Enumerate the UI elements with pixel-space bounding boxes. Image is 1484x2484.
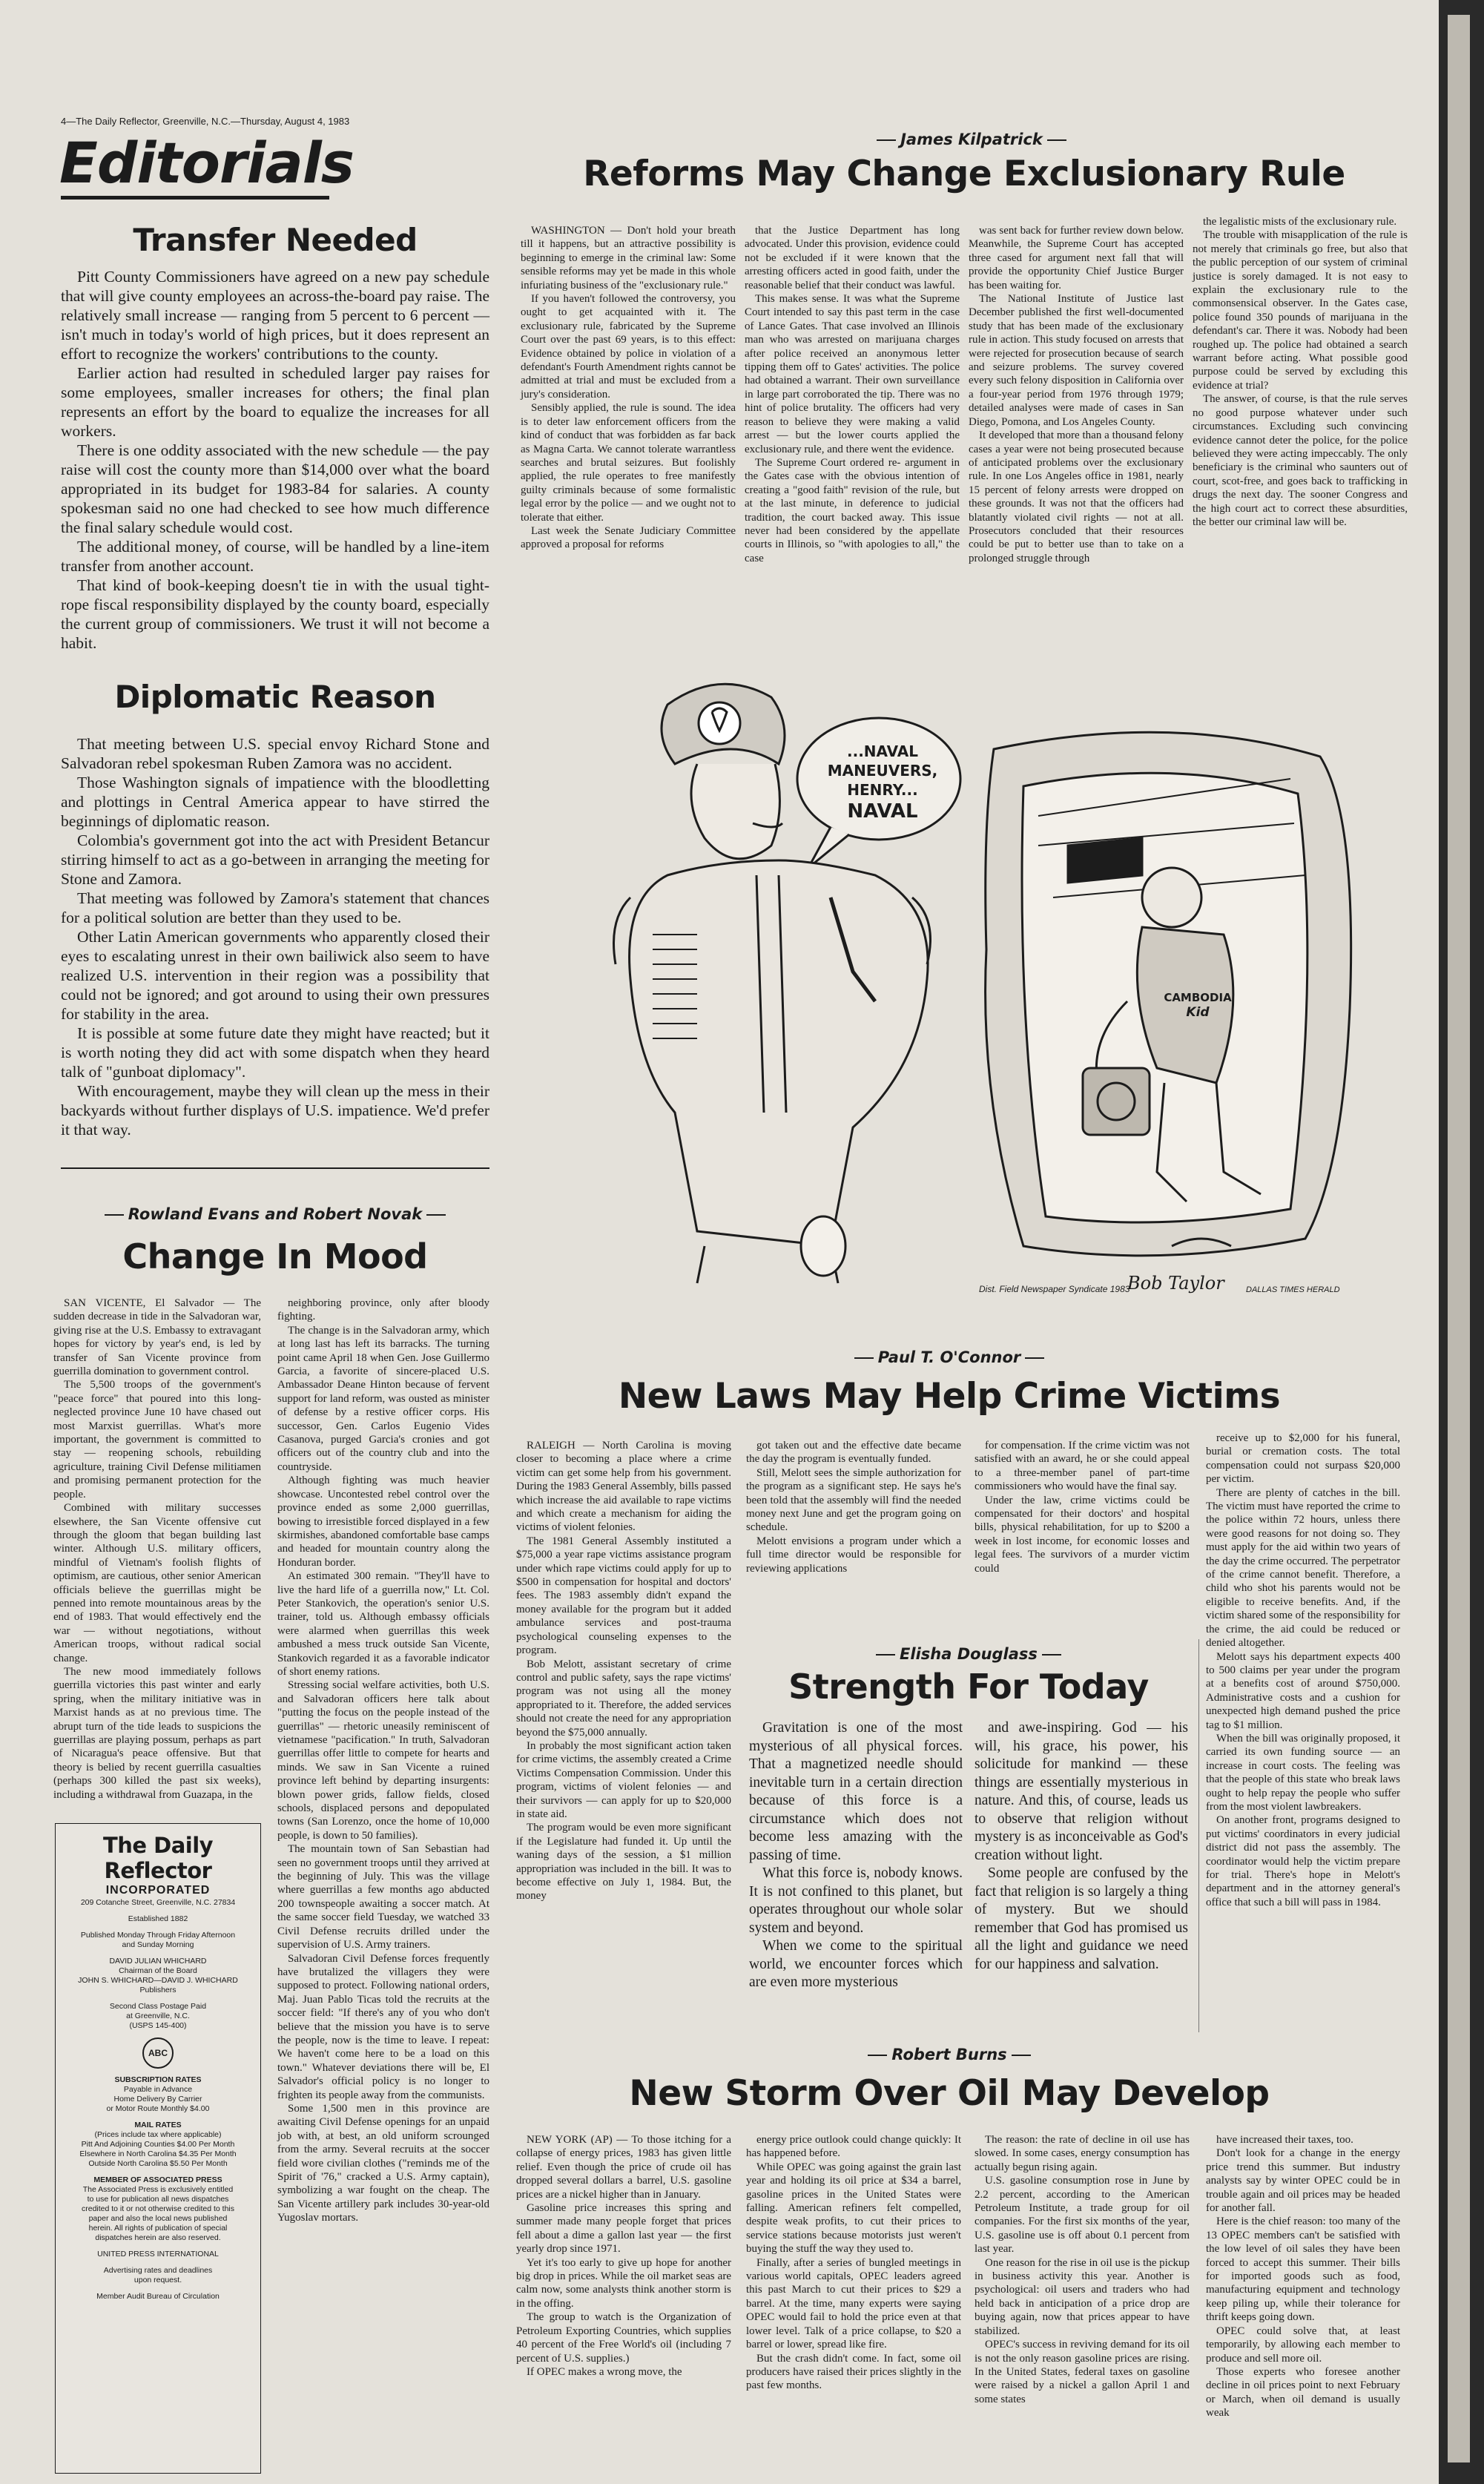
column-text — [521, 224, 736, 552]
paragraph: The National Institute of Justice last December published the first well-documented study that has been made of the exclusionary rule in action. This study focused on arrests that were rejected for prosecution because of search and seizure problems. The survey covered every such felony disposition in California over a four-year period from 1976 through 1979; detailed analyses were made of cases in San Diego, Pomona, and Los Angeles County. — [969, 293, 1184, 428]
paper-people: DAVID JULIAN WHICHARD — [109, 1957, 207, 1966]
mail-line: (Prices include tax where applicable) — [94, 2130, 222, 2139]
paragraph: There is one oddity associated with the new schedule — the pay raise will cost the county more than $14,000 over what the board appropriated in its budget for 1983-84 for salaries. A county spokesman said no one had checked to see how much difference the final salary schedule would cost. — [61, 441, 489, 536]
ap-line: dispatches herein are also reserved. — [95, 2233, 221, 2242]
mail-line: Outside North Carolina $5.50 Per Month — [88, 2159, 228, 2168]
burns-column-1 — [516, 2133, 731, 2379]
column-text — [1206, 1432, 1400, 1909]
column-text — [516, 2133, 731, 2379]
column-text — [746, 2133, 961, 2393]
masthead-underline — [61, 196, 329, 200]
paragraph: The 1981 General Assembly instituted a $75,000 a year rape victims assistance program under which rape victims could apply for up to $500 in compensation for hospital and doctors' fees. The 1983 assembly didn't expand the money available for the program but it added ambulance services and post-trauma psychological counseling expenses to the program. — [516, 1535, 731, 1657]
subscription-line: Payable in Advance — [123, 2085, 193, 2094]
paragraph: Earlier action had resulted in scheduled larger pay raises for some employees, smaller increases for others; the final plan represents an effort by the board to equalize the increases for all workers. — [61, 364, 489, 440]
paragraph: that the Justice Department has long advocated. Under this provision, evidence could not be excluded if it were known that the arresting officers acted in good faith, under the reasonable belief that their conduct was lawful. — [745, 225, 960, 291]
paragraph: SAN VICENTE, El Salvador — The sudden decrease in tide in the Salvadoran war, giving rise at the U.S. Embassy to extravagant hopes for victory by year's end, is led by transfer of San Vicente province from guerrilla domination to government control. — [53, 1297, 261, 1378]
headline-storm-over-oil: New Storm Over Oil May Develop — [629, 2073, 1270, 2114]
paper-incorporated: INCORPORATED — [105, 1884, 211, 1897]
paragraph: One reason for the rise in oil use is the pickup in business activity this year. Another is psychological: oil users and traders who had held back in anticipation of a price drop are buying again, now that prices appear to have stabilized. — [975, 2256, 1190, 2337]
paragraph: The Supreme Court ordered re- argument in the Gates case with the obvious intention of creating a "good faith" revision of the rule, but at the last minute, in deference to judicial tradition, the court backed away. This issue never had been considered by the appellate courts in Illinois, so "with apologies to all," the case — [745, 456, 960, 564]
paragraph: This makes sense. It was what the Supreme Court intended to say this past term in the case of Lance Gates. That case involved an Illinois man who was arrested on marijuana charges after police received an anonymous letter tipping them off to Gates' activities. The police had obtained a warrant. Their own surveillance in large part corroborated the tip. There was no hint of police brutality. The officers had very reason to believe they were making a valid arrest — but the lower courts applied the exclusionary rule, and there went the evidence. — [745, 293, 960, 455]
paragraph: Salvadoran Civil Defense forces frequently have brutalized the villagers they were supposed to protect. Following national orders, Maj. Juan Pablo Ticas told the recruits at the soccer field: "If there's any of you who don't believe that the mission you have is to serve the people, now is the time to leave. I repeat: We haven't come here to be a load on this town." Whatever deviations there will be, El Salvador's official policy is no longer to frighten its people away from the communists. — [277, 1952, 489, 2101]
balloon-line: MANEUVERS, — [827, 762, 938, 780]
ap-line: paper and also the local news published — [88, 2214, 228, 2223]
balloon-line: ...NAVAL — [847, 742, 918, 760]
paragraph: Yet it's too early to give up hope for another big drop in prices. While the oil market seas are calm now, some analysts think another storm is in the offing. — [516, 2256, 731, 2310]
burns-column-2 — [746, 2133, 961, 2393]
abc-badge-icon: ABC — [142, 2037, 174, 2069]
paragraph: for compensation. If the crime victim was not satisfied with an award, he or she could appeal to a three-member panel of part-time commissioners who would have the final say. — [975, 1440, 1190, 1493]
newspaper-info-box — [55, 1823, 261, 2474]
paragraph: receive up to $2,000 for his funeral, burial or cremation costs. The total compensation could not surpass $20,000 per victim. — [1206, 1432, 1400, 1486]
headline-crime-victims: New Laws May Help Crime Victims — [618, 1376, 1281, 1417]
paper-established: Established 1882 — [128, 1914, 188, 1923]
paragraph: An estimated 300 remain. "They'll have to live the hard life of a guerrilla now," Lt. Col. Peter Stankovich, the operation's senior U.S. trainer, told us. Although embassy officials were alarmed when guerrillas this week ambushed a mess truck outside San Vicente, Stankovich regarded it as a favorable indicator of short enemy rations. — [277, 1570, 489, 1678]
syndicate-credit: Dist. Field Newspaper Syndicate 1983 — [979, 1284, 1130, 1294]
burns-column-4 — [1206, 2133, 1400, 2420]
paper-people: JOHN S. WHICHARD—DAVID J. WHICHARD — [78, 1976, 238, 1985]
headline-exclusionary-rule: Reforms May Change Exclusionary Rule — [583, 154, 1345, 194]
paragraph: energy price outlook could change quickly: It has happened before. — [746, 2134, 961, 2160]
paragraph: Here is the chief reason: too many of the 13 OPEC members can't be satisfied with the low level of oil sales they have been forced to accept this summer. Their bills for imported goods such as food, manufacturing equipment and technology keep piling up, while their tolerance for thrift keeps going down. — [1206, 2215, 1400, 2324]
paragraph: OPEC could solve that, at least temporarily, by allowing each member to produce and sell more oil. — [1206, 2325, 1400, 2365]
paper-postage: (USPS 145-400) — [129, 2021, 187, 2030]
gun-barrel — [1068, 838, 1142, 883]
ap-line: The Associated Press is exclusively entitled — [82, 2185, 234, 2194]
paragraph: If you haven't followed the controversy, you ought to get acquainted with it. The exclusionary rule, fabricated by the Supreme Court over the past 69 years, is to this effect: Evidence obtained by police in violation of a defendant's Fourth Amendment rights cannot be admitted at trial and must be excluded from a jury's consideration. — [521, 293, 736, 401]
paragraph: Combined with military successes elsewhere, the San Vicente offensive cut through the gloom that began building last winter. Although U.S. military officers, mindful of Vietnam's foolish flights of optimism, are cautious, other senior American officials believe the guerrillas might be penned into remote mountainous areas by the end of 1983. That would effectively end the war — without negotiations, without American troops, without radical social change. — [53, 1502, 261, 1664]
upi-line: UNITED PRESS INTERNATIONAL — [97, 2250, 219, 2259]
paragraph: There are plenty of catches in the bill. The victim must have reported the crime to the police within 72 hours, unless there were good reasons for not doing so. They must apply for the aid within two years of the day the crime occurred. The perpetrator of the crime cannot benefit. Therefore, a child who shot his parents would not be eligible to receive benefits. And, if the victim shared some of the responsibility for the crime, the aid could be reduced or denied altogether. — [1206, 1486, 1400, 1650]
column-text — [277, 1297, 489, 2225]
oconnor-column-3 — [975, 1439, 1190, 1575]
paragraph: The group to watch is the Organization of Petroleum Exporting Countries, which supplies 40 percent of the Free World's oil (including 7 percent of U.S. supplies.) — [516, 2311, 731, 2365]
badge-line: CAMBODIA — [1164, 991, 1232, 1004]
paragraph: RALEIGH — North Carolina is moving closer to becoming a place where a crime victim can get some help from his government. During the 1983 General Assembly, bills passed which increase the aid available to rape victims and which create a mechanism for aiding the victims of violent felonies. — [516, 1440, 731, 1534]
column-text — [975, 1439, 1190, 1575]
paragraph: The program would be even more significant if the Legislature had funded it. Up until the waning days of the session, a $1 million appropriation was included in the bill. It was to become effective on July 1, 1984. But, the money — [516, 1822, 731, 1902]
subscription-heading: SUBSCRIPTION RATES — [114, 2075, 202, 2084]
paragraph: Don't look for a change in the energy price trend this summer. But industry analysts say by winter OPEC could be in trouble again and oil prices may be headed for another fall. — [1206, 2147, 1400, 2215]
admiral-face — [691, 764, 779, 859]
soldier-head — [1142, 868, 1201, 927]
ap-heading: MEMBER OF ASSOCIATED PRESS — [93, 2175, 222, 2184]
paragraph: If OPEC makes a wrong move, the — [527, 2365, 682, 2378]
paragraph: neighboring province, only after bloody fighting. — [277, 1297, 489, 1323]
admiral-coat — [630, 860, 929, 1246]
column-text — [975, 2133, 1190, 2406]
paragraph: Some people are confused by the fact that religion is so largely a thing of mystery. But we should remember that God has promised us all the light and guidance we need for our happiness and salvation. — [975, 1865, 1188, 1972]
paragraph: But the crash didn't come. In fact, some oil producers have raised their prices slightly in the past few months. — [746, 2352, 961, 2392]
paper-published: and Sunday Morning — [122, 1940, 194, 1949]
paragraph: and awe-inspiring. God — his will, his grace, his power, his solicitude for mankind — these things are essentially mysterious in nature. And this, of course, leads us to observe that religion without mystery is as inconceivable as God's creation without light. — [975, 1720, 1188, 1863]
paragraph: Melott envisions a program under which a full time director would be responsible for reviewing applications — [746, 1535, 961, 1575]
paragraph: The mountain town of San Sebastian had seen no government troops until they arrived at the beginning of July. This was the village where guerrillas a few months ago abducted 200 townspeople awaiting a soccer match. At the same soccer field Tuesday, we watched 33 Civil Defense recruits drilled under the supervision of U.S. Army trainers. — [277, 1843, 489, 1951]
paragraph: That kind of book-keeping doesn't tie in with the usual tight-rope fiscal responsibility displayed by the county board, especially the current group of commissioners. We trust it will not become a habit. — [61, 576, 489, 652]
paper-postage: Second Class Postage Paid — [109, 2002, 207, 2011]
headline-change-in-mood: Change In Mood — [122, 1236, 428, 1276]
byline-burns: Robert Burns — [504, 2046, 1394, 2063]
paragraph: The reason: the rate of decline in oil use has slowed. In some cases, energy consumption has actually begun rising again. — [975, 2134, 1190, 2173]
badge-line: Kid — [1186, 1005, 1210, 1020]
editorial-transfer-needed — [61, 267, 489, 653]
paragraph: Bob Melott, assistant secretary of crime control and public safety, says the rape victims' program was not using all the money appropriated to it. Therefore, the added services should not create the need for any appropriation beyond the $75,000 annually. — [516, 1658, 731, 1739]
paper-postage: at Greenville, N.C. — [126, 2012, 190, 2020]
mail-line: Elsewhere in North Carolina $4.35 Per Month — [79, 2149, 237, 2158]
paragraph: Colombia's government got into the act with President Betancur stirring himself to act as a go-between in arranging the meeting for Stone and Zamora. — [61, 831, 489, 888]
balloon-line: NAVAL — [847, 800, 918, 823]
paragraph: That meeting between U.S. special envoy Richard Stone and Salvadoran rebel spokesman Ruben Zamora was no accident. — [61, 735, 489, 772]
paragraph: Although fighting was much heavier showcase. Uncontested rebel control over the province ended as some 2,000 guerrillas, bowing to irresistible forced displayed in a few skirmishes, abandoned comfortable base camps and headed for mountain country along the Honduran border. — [277, 1475, 489, 1569]
mail-line: Pitt And Adjoining Counties $4.00 Per Month — [81, 2140, 235, 2149]
newspaper-credit: DALLAS TIMES HERALD — [1246, 1285, 1340, 1294]
column-text — [969, 224, 1184, 565]
column-text — [1193, 215, 1408, 529]
paper-address: 209 Cotanche Street, Greenville, N.C. 27834 — [80, 1898, 236, 1907]
column-text — [745, 224, 960, 565]
kilpatrick-column-1 — [521, 224, 736, 552]
paragraph: Stressing social welfare activities, both U.S. and Salvadoran officers here talk about "putting the focus on the people instead of the guerrillas" — rhetoric uneasily reminiscent of vietnamese "pacification." In truth, Salvadoran guerrillas offer little to compete for hearts and minds. We saw in San Vicente a ruined province left behind by departing insurgents: blown power grids, fallow fields, closed schools, displaced persons and depopulated towns (San Lorenzo, once the home of 10,000 people, is down to 50 families). — [277, 1679, 489, 1842]
paragraph: Under the law, crime victims could be compensated for their doctors' and hospital bills, physical rehabilitation, for up to $200 a week in lost income, for economic losses and legal fees. The survivors of a murder victim could — [975, 1494, 1190, 1575]
paragraph: When the bill was originally proposed, it carried its own funding source — an increase in court costs. The feeling was that the people of this state who break laws ought to help repay the people who suffer from the most violent lawbreakers. — [1206, 1732, 1400, 1813]
mirror — [801, 1216, 845, 1276]
headline-diplomatic-reason: Diplomatic Reason — [114, 679, 436, 715]
ads-line: upon request. — [133, 2276, 182, 2284]
evans-novak-column-1 — [53, 1297, 261, 1802]
editorial-diplomatic-reason — [61, 734, 489, 1139]
paragraph: Sensibly applied, the rule is sound. The idea is to deter law enforcement officers from the kind of conduct that was forbidden as far back as Magna Carta. We cannot tolerate warrantless searches and brutal seizures. But foolishly applied, the rule operates to free manifestly guilty criminals because of some formalistic legal error by the police — and we ought not to tolerate that either. — [521, 402, 736, 524]
paragraph: The change is in the Salvadoran army, which at long last has left its barracks. The turning point came April 18 when Gen. Jose Guillermo Garcia, a favorite of sincere-placed U.S. Ambassador Deane Hinton because of fervent support for land reform, was ousted as minister of defense by a restive officer corps. His successor, Gen. Carlos Eugenio Vides Casanova, purged Garcia's cronies and got officers out of the country club and into the countryside. — [277, 1324, 489, 1473]
column-text — [975, 1719, 1188, 1974]
adjacent-page-strip — [1448, 15, 1470, 2462]
subscription-line: or Motor Route Monthly $4.00 — [106, 2104, 210, 2113]
paragraph: On another front, programs designed to put victims' coordinators in every judicial district did not pass the assembly. The coordinator would help the victim prepare for trial. There's hope in Melott's department and in the attorney general's office that such a bill will pass in 1984. — [1206, 1814, 1400, 1908]
ap-line: credited to it or not otherwise credited to this — [81, 2204, 235, 2213]
paragraph: Gravitation is one of the most mysterious of all physical forces. That a magnetized needle should inevitable turn in a certain direction because of this force is a circumstance which does not become less amazing with the passing of time. — [749, 1720, 963, 1863]
paragraph: Those Washington signals of impatience with the bloodletting and plottings in Central America appear to have stirred the beginnings of diplomatic reason. — [61, 774, 489, 830]
paragraph: Still, Melott sees the simple authorization for the program as a significant step. He says he's been told that the assembly will find the needed money next June and get the program going on schedule. — [746, 1466, 961, 1534]
byline-oconnor: Paul T. O'Connor — [504, 1348, 1394, 1366]
byline-kilpatrick: James Kilpatrick — [564, 131, 1379, 148]
balloon-tail — [808, 827, 849, 868]
column-text — [53, 1297, 261, 1802]
paragraph: WASHINGTON — Don't hold your breath till it happens, but an attractive possibility is beginning to emerge in the criminal law: Some sensible reforms may yet be made in this whole infuriating business of the "exclusionary rule." — [521, 225, 736, 291]
paragraph: The answer, of course, is that the rule serves no good purpose whatever under such circumstances. Excluding such convincing evidence cannot deter the police, for the police believed they were acting impeccably. The only beneficiary is the criminal who saunters out of court, scot-free, and goes back to trafficking in drugs the next day. The sooner Congress and the high court act to correct these absurdities, the better our criminal law will be. — [1193, 393, 1408, 528]
paragraph: The additional money, of course, will be handled by a line-item transfer from another account. — [61, 538, 489, 575]
oconnor-column-4 — [1206, 1432, 1400, 1909]
subscription-line: Home Delivery By Carrier — [113, 2095, 202, 2104]
cartoonist-signature: Bob Taylor — [1127, 1273, 1224, 1294]
paragraph: Melott says his department expects 400 to 500 claims per year under the program at a benefits cost of around $750,000. Administrative costs and a cushion for unexpected high demand pushed the price tag to $1 million. — [1206, 1650, 1400, 1731]
cartoon-drawing — [608, 653, 1394, 1305]
kilpatrick-column-2 — [745, 224, 960, 565]
ads-line: Advertising rates and deadlines — [103, 2266, 213, 2275]
camera-gear — [1083, 1068, 1150, 1135]
column-text — [749, 1719, 963, 1992]
paragraph: Other Latin American governments who apparently closed their eyes to escalating unrest in their own bailiwick also seem to have realized U.S. intervention in their region was a possibility that could not be ignored; and got around to using their own pressures for stability in the area. — [61, 928, 489, 1023]
douglass-column-1 — [749, 1719, 963, 1992]
byline-douglass: Elisha Douglass — [746, 1645, 1191, 1663]
paragraph: The new mood immediately follows guerrilla victories this past winter and early spring, when the military initiative was in Marxist hands as at no previous time. The abrupt turn of the tide leads to suspicions the guerrillas are playing possum, perhaps as part of Nicaragua's peace offensive. But that theory is belied by recent guerrilla casualties (perhaps 300 killed the past six weeks), including a withdrawal from Guazapa, in the — [53, 1665, 261, 1801]
evans-novak-column-2 — [277, 1297, 489, 2225]
douglass-column-2 — [975, 1719, 1188, 1974]
mail-heading: MAIL RATES — [134, 2121, 182, 2129]
paper-name: The Daily Reflector — [102, 1833, 214, 1883]
paragraph: With encouragement, maybe they will clean up the mess in their backyards without further displays of U.S. impatience. We'd prefer it that way. — [61, 1082, 489, 1139]
paragraph: The trouble with misapplication of the rule is not merely that criminals go free, but also that the public perception of our system of criminal justice is sorely damaged. It is not easy to explain the exclusionary rule to the commonsensical observer. In the Gates case, police found 350 pounds of marijuana in the defendant's car. There it was. Nobody had been roughed up. The police had obtained a search warrant before acting. What possible good purpose could be served by excluding this evidence at trial? — [1193, 229, 1408, 392]
paragraph: NEW YORK (AP) — To those itching for a collapse of energy prices, 1983 has given little relief. Even though the price of crude oil has dropped several dollars a barrel, U.S. gasoline prices are a nickel higher than in January. — [516, 2134, 731, 2201]
paper-published: Published Monday Through Friday Afternoon — [80, 1931, 236, 1940]
section-masthead: Editorials — [59, 130, 354, 196]
paragraph: When we come to the spiritual world, we encounter forces which are even more mysterious — [749, 1938, 963, 1990]
editorial-cartoon — [608, 653, 1394, 1305]
section-divider — [61, 1167, 489, 1169]
paper-people: Chairman of the Board — [119, 1966, 197, 1975]
paragraph: While OPEC was going against the grain last year and holding its oil price at $34 a barrel, gasoline prices in the United States were falling. American refiners felt compelled, despite weak profits, to cut their prices to service stations because motorists just weren't buying the stuff the way they used to. — [746, 2161, 961, 2256]
folio-line: 4—The Daily Reflector, Greenville, N.C.—Thursday, August 4, 1983 — [61, 116, 350, 127]
paragraph: Finally, after a series of bungled meetings in various world capitals, OPEC leaders agreed this past March to cut their prices to $29 a barrel. At the time, many experts were saying OPEC would fail to hold the price even at that lower level. Talk of a price collapse, to $20 a barrel or lower, spread like fire. — [746, 2256, 961, 2351]
paragraph: Pitt County Commissioners have agreed on a new pay schedule that will give county employees an across-the-board pay raise. The relatively small increase — ranging from 5 percent to 6 percent — isn't much in today's world of high prices, but it does represent an effort to recognize the workers' contributions to the county. — [61, 268, 489, 363]
burns-column-3 — [975, 2133, 1190, 2406]
headline-transfer-needed: Transfer Needed — [133, 222, 418, 258]
column-text — [516, 1439, 731, 1903]
paragraph: It is possible at some future date they might have reacted; but it is worth noting they did act with some dispatch when they heard talk of "gunboat diplomacy". — [61, 1024, 489, 1081]
paragraph: was sent back for further review down below. Meanwhile, the Supreme Court has accepted three cased for argument next fall that will provide the opportunity Chief Justice Burger has been waiting for. — [969, 225, 1184, 291]
paragraph: The 5,500 troops of the government's "peace force" that poured into this long-neglected province June 10 have chased out most Marxist guerrillas. What's more important, the government is committed to stay — reopening schools, rebuilding agriculture, training Civil Defense militiamen and promising permanent protection for the people. — [53, 1379, 261, 1500]
kilpatrick-column-4 — [1193, 215, 1408, 529]
paragraph: got taken out and the effective date became the day the program is eventually funded. — [746, 1440, 961, 1466]
oconnor-column-1 — [516, 1439, 731, 1903]
paragraph: Some 1,500 men in this province are awaiting Civil Defense openings for an unpaid job with, at best, an old uniform scrounged from the army. Several recruits at the soccer field wore civilian clothes ("reminds me of the Spirit of '76," cracked a U.S. Army captain), symbolizing a war fought on the cheap. The San Vicente artillery park includes 30-year-old Yugoslav mortars. — [277, 2102, 489, 2224]
byline-evans-novak: Rowland Evans and Robert Novak — [61, 1205, 489, 1223]
column-rule — [1198, 1639, 1199, 2032]
oconnor-column-2 — [746, 1439, 961, 1575]
headline-strength-for-today: Strength For Today — [788, 1667, 1149, 1707]
paper-people: Publishers — [139, 1986, 177, 1994]
paragraph: U.S. gasoline consumption rose in June by 2.2 percent, according to the American Petroleum Institute, a trade group for oil companies. For the first six months of the year, U.S. gasoline use is off about 0.1 percent from last year. — [975, 2175, 1190, 2256]
paragraph: have increased their taxes, too. — [1216, 2134, 1353, 2146]
ap-line: to use for publication all news dispatches — [87, 2195, 229, 2204]
paragraph: In probably the most significant action taken for crime victims, the assembly created a Crime Victims Compensation Commission. Under this program, victims of violent felonies — and their survivors — can apply for up to $20,000 in state aid. — [516, 1739, 731, 1820]
balloon-line: HENRY... — [847, 781, 918, 799]
column-text — [1206, 2133, 1400, 2420]
ap-line: herein. All rights of publication of special — [88, 2224, 228, 2233]
audit-line: Member Audit Bureau of Circulation — [96, 2292, 220, 2301]
paragraph: It developed that more than a thousand felony cases a year were not being prosecuted because of anticipated problems over the exclusionary rule. In one Los Angeles office in 1981, nearly 15 percent of felony arrests were dropped on these grounds. It was not that the officers had blatantly violated civil rights — not at all. Prosecutors concluded that their resources could be put to better use than to take on a prolonged struggle through — [969, 429, 1184, 564]
paragraph: That meeting was followed by Zamora's statement that chances for a political solution are better than they used to be. — [61, 889, 489, 926]
column-text — [746, 1439, 961, 1575]
paragraph: the legalistic mists of the exclusionary rule. — [1203, 216, 1397, 228]
paragraph: Last week the Senate Judiciary Committee approved a proposal for reforms — [521, 524, 736, 551]
paragraph: Those experts who foresee another decline in oil prices point to next February or March, when oil demand is usually weak — [1206, 2365, 1400, 2419]
paragraph: OPEC's success in reviving demand for its oil is not the only reason gasoline prices are rising. In the United States, federal taxes on gasoline were raised by a nickel a gallon April 1 and some states — [975, 2339, 1190, 2405]
kilpatrick-column-3 — [969, 224, 1184, 565]
paragraph: What this force is, nobody knows. It is not confined to this planet, but operates throughout our whole solar system and beyond. — [749, 1865, 963, 1936]
paragraph: Gasoline price increases this spring and summer made many people forget that prices fell about a dime a gallon last year — the first yearly drop since 1971. — [516, 2202, 731, 2256]
